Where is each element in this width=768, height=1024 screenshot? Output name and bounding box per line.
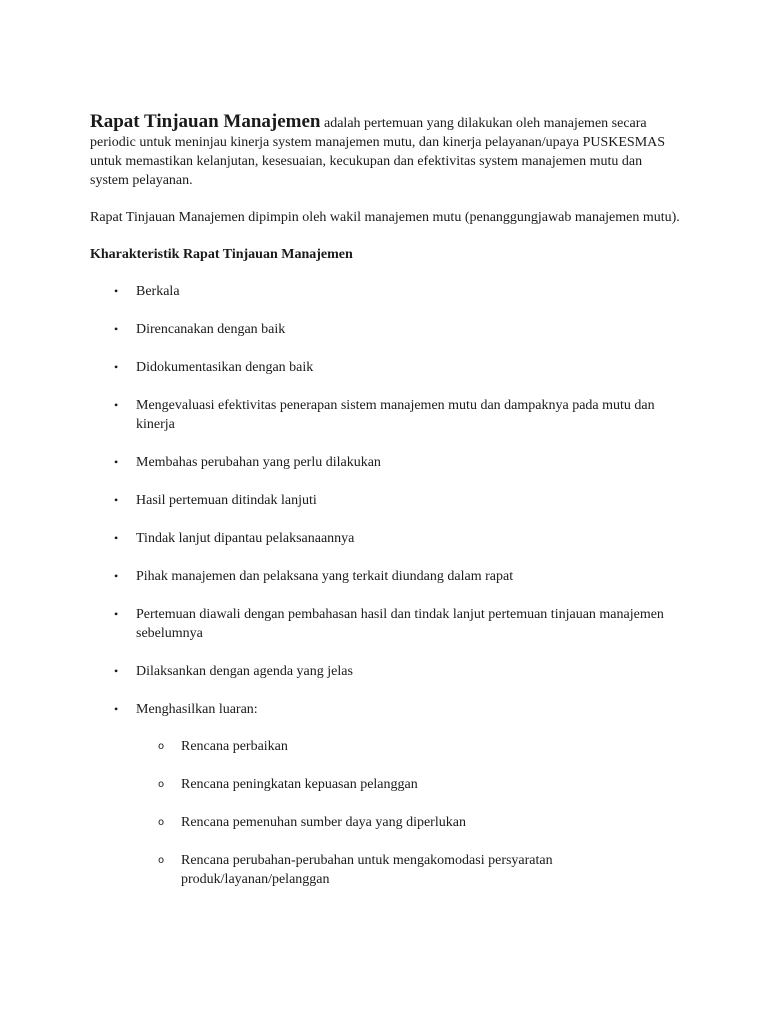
list-item-text: Direncanakan dengan baik [136,322,286,337]
list-item-text: Membahas perubahan yang perlu dilakukan [136,455,381,470]
sub-list-item-text: Rencana perbaikan [181,739,288,754]
bullet-icon: • [114,664,119,678]
list-item-text: Mengevaluasi efektivitas penerapan sistem manajemen mutu dan dampaknya pada mutu dan kinerja [136,398,655,432]
list-item-text: Dilaksankan dengan agenda yang jelas [136,664,353,679]
list-item-text: Pertemuan diawali dengan pembahasan hasil dan tindak lanjut pertemuan tinjauan manajemen sebelumnya [136,607,664,641]
list-item-text: Tindak lanjut dipantau pelaksanaannya [136,531,355,546]
bullet-icon: • [114,493,119,507]
bullet-icon: • [114,398,119,412]
list-item [90,567,680,586]
leadership-paragraph: Rapat Tinjauan Manajemen dipimpin oleh wakil manajemen mutu (penanggungjawab manajemen mutu). [90,210,680,225]
intro-paragraph [90,112,680,190]
sub-list-item [136,775,680,794]
list-item [90,396,680,434]
list-item [90,453,680,472]
bullet-icon: • [114,702,119,716]
list-item [90,662,680,681]
characteristics-list [90,282,680,889]
sub-list-item-text: Rencana perubahan-perubahan untuk mengakomodasi persyaratan produk/layanan/pelanggan [181,853,553,887]
section-heading: Kharakteristik Rapat Tinjauan Manajemen [90,247,353,262]
outputs-sublist [136,737,680,889]
list-item-text: Menghasilkan luaran: [136,702,258,717]
intro-lead-term: Rapat Tinjauan Manajemen [90,111,321,132]
list-item [90,700,680,889]
circle-bullet-icon: o [158,817,165,828]
bullet-icon: • [114,531,119,545]
sub-list-item [136,813,680,832]
list-item [90,491,680,510]
list-item-text: Berkala [136,284,180,299]
bullet-icon: • [114,569,119,583]
bullet-icon: • [114,455,119,469]
sub-list-item [136,737,680,756]
list-item [90,320,680,339]
document-page [90,112,680,908]
bullet-icon: • [114,607,119,621]
circle-bullet-icon: o [158,855,165,866]
intro-body-text: adalah pertemuan yang dilakukan oleh manajemen secara periodic untuk meninjau kinerja system manajemen mutu, dan kinerja pelayanan/upaya PUSKESMAS untuk memastikan kelanjutan, kesesuaian, kecukupan dan efektivitas system manajemen mutu dan system pelayanan. [90,116,666,188]
bullet-icon: • [114,284,119,298]
list-item-text: Pihak manajemen dan pelaksana yang terkait diundang dalam rapat [136,569,514,584]
bullet-icon: • [114,360,119,374]
list-item [90,529,680,548]
sub-list-item-text: Rencana pemenuhan sumber daya yang diperlukan [181,815,466,830]
bullet-icon: • [114,322,119,336]
list-item-text: Didokumentasikan dengan baik [136,360,314,375]
sub-list-item [136,851,680,889]
list-item-text: Hasil pertemuan ditindak lanjuti [136,493,317,508]
circle-bullet-icon: o [158,779,165,790]
list-item [90,358,680,377]
sub-list-item-text: Rencana peningkatan kepuasan pelanggan [181,777,418,792]
list-item [90,605,680,643]
circle-bullet-icon: o [158,741,165,752]
list-item [90,282,680,301]
